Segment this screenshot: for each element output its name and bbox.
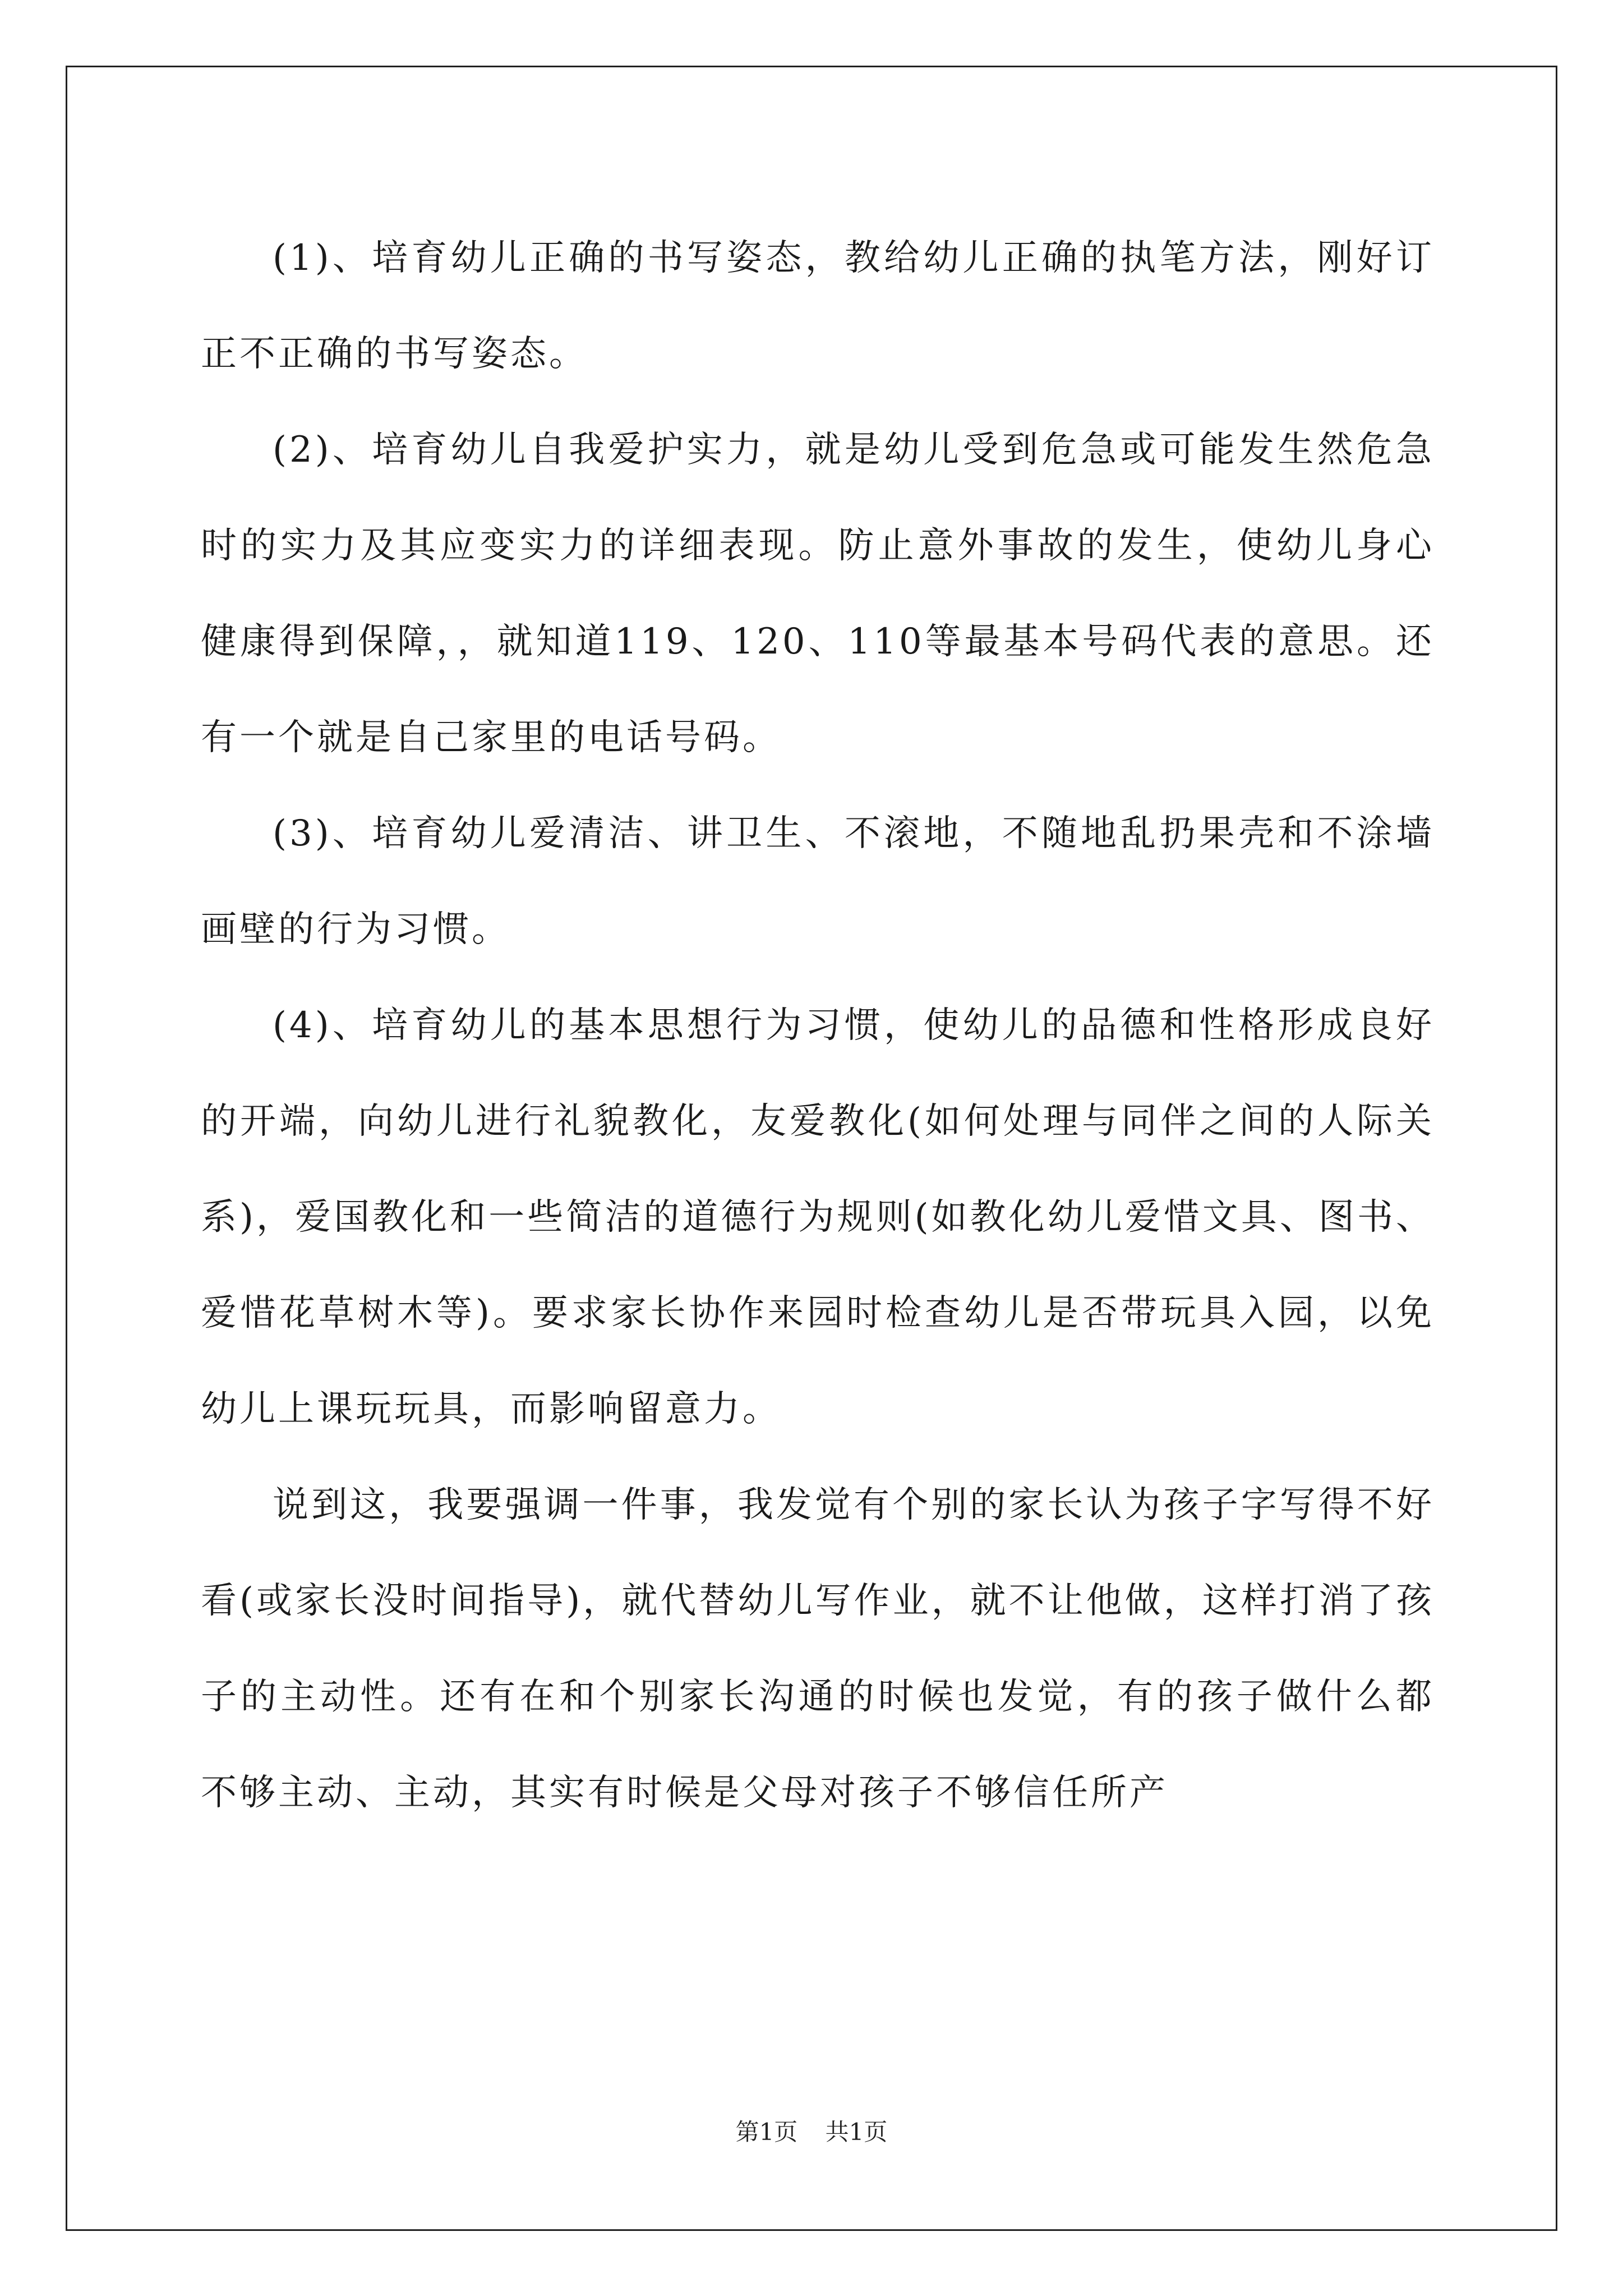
page-footer	[0, 2114, 1623, 2147]
paragraph-2: (2)、培育幼儿自我爱护实力，就是幼儿受到危急或可能发生然危急时的实力及其应变实力的详细表现。防止意外事故的发生，使幼儿身心健康得到保障，，就知道119、120、110等最基本号码代表的意思。还有一个就是自己家里的电话号码。	[201, 429, 1435, 758]
page-number: 第1页	[735, 2118, 798, 2146]
document-body	[201, 222, 1435, 1841]
paragraph-3: (3)、培育幼儿爱清洁、讲卫生、不滚地，不随地乱扔果壳和不涂墙画壁的行为习惯。	[201, 813, 1435, 950]
paragraph-4: (4)、培育幼儿的基本思想行为习惯，使幼儿的品德和性格形成良好的开端，向幼儿进行礼貌教化，友爱教化(如何处理与同伴之间的人际关系)，爱国教化和一些简洁的道德行为规则(如教化幼儿爱惜文具、图书、爱惜花草树木等)。要求家长协作来园时检查幼儿是否带玩具入园，以免幼儿上课玩玩具，而影响留意力。	[201, 1005, 1435, 1430]
paragraph-1: (1)、培育幼儿正确的书写姿态，教给幼儿正确的执笔方法，刚好订正不正确的书写姿态。	[201, 237, 1435, 375]
page-total: 共1页	[825, 2118, 888, 2146]
paragraph-5: 说到这，我要强调一件事，我发觉有个别的家长认为孩子字写得不好看(或家长没时间指导)，就代替幼儿写作业，就不让他做，这样打消了孩子的主动性。还有在和个别家长沟通的时候也发觉，有的孩子做什么都不够主动、主动，其实有时候是父母对孩子不够信任所产	[201, 1484, 1435, 1814]
